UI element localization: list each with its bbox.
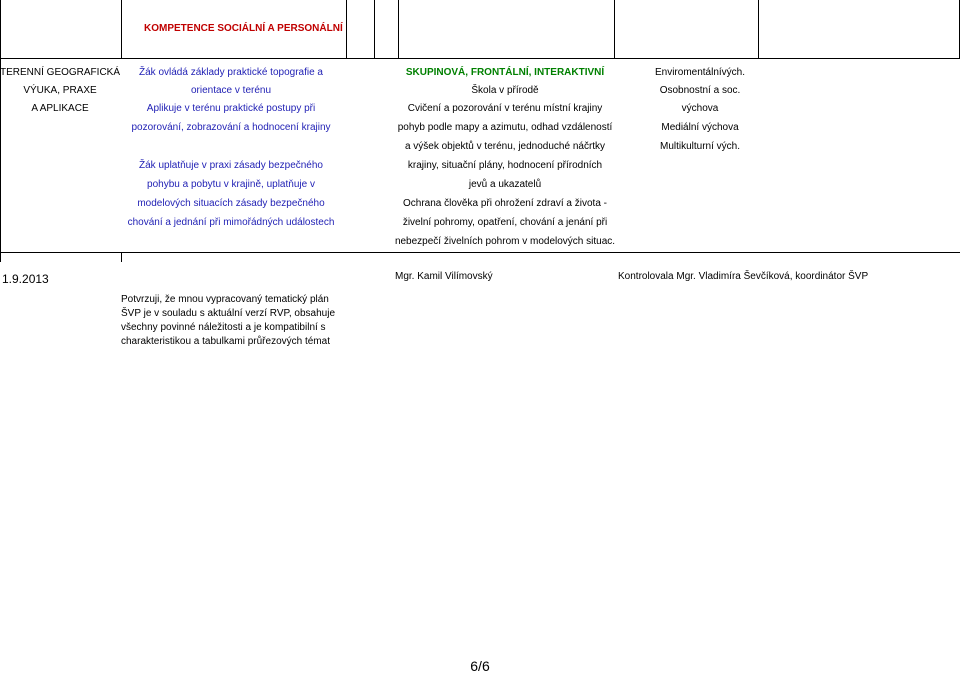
content-line: Ochrana člověka při ohrožení zdraví a života - [403, 198, 607, 209]
content-line: Škola v přírodě [471, 85, 539, 96]
content-line: nebezpečí živelních pohrom v modelových situac. [394, 236, 616, 247]
content-line: jevů a ukazatelů [468, 179, 542, 190]
footer-date: 1.9.2013 [2, 272, 49, 286]
crosscut-line: Osobnostní a soc. [659, 85, 741, 96]
grid-line [398, 0, 399, 58]
grid-line [614, 0, 615, 58]
content-line: živelní pohromy, opatření, chování a jenání při [402, 217, 608, 228]
grid-line [0, 252, 1, 262]
grid-line [374, 0, 375, 58]
footer-teacher: Mgr. Kamil Vilímovský [395, 271, 493, 282]
outcome-line: modelových situacích zásady bezpečného [137, 198, 325, 209]
grid-line [0, 252, 960, 253]
outcome-line: pozorování, zobrazování a hodnocení krajiny [131, 122, 331, 133]
confirmation-note: Potvrzuji, že mnou vypracovaný tematický plán ŠVP je v souladu s aktuální verzí RVP, obsahuje všechny povinné náležitosti a je kompatibilní s charakteristikou a tabulkami průřezových témat [121, 294, 336, 347]
crosscut-line: výchova [681, 103, 719, 114]
outcome-line: Aplikuje v terénu praktické postupy při [146, 103, 316, 114]
grid-line [121, 252, 122, 262]
grid-line [0, 0, 1, 253]
content-line: krajiny, situační plány, hodnocení přírodních [407, 160, 603, 171]
crosscut-line: Mediální výchova [661, 122, 739, 133]
grid-line [121, 0, 122, 58]
method-line: SKUPINOVÁ, FRONTÁLNÍ, INTERAKTIVNÍ [405, 67, 605, 78]
page-number: 6/6 [470, 658, 490, 674]
outcome-line: Žák uplatňuje v praxi zásady bezpečného [138, 160, 324, 171]
crosscut-line: Multikulturní vých. [659, 141, 741, 152]
content-line: pohyb podle mapy a azimutu, odhad vzdáleností [397, 122, 613, 133]
footer-checked-by: Kontrolovala Mgr. Vladimíra Ševčíková, koordinátor ŠVP [618, 271, 869, 282]
grid-line [758, 0, 759, 58]
topic-line: TERENNÍ GEOGRAFICKÁ [0, 67, 121, 78]
grid-line [346, 0, 347, 58]
crosscut-line: Enviromentálnívých. [654, 67, 746, 78]
outcome-line: pohybu a pobytu v krajině, uplatňuje v [147, 179, 315, 190]
outcome-line: orientace v terénu [190, 85, 272, 96]
topic-line: A APLIKACE [31, 103, 89, 114]
content-line: Cvičení a pozorování v terénu místní krajiny [407, 103, 603, 114]
content-line: a výšek objektů v terénu, jednoduché náčrtky [404, 141, 606, 152]
outcome-line: chování a jednání při mimořádných událostech [127, 217, 335, 228]
outcome-line: Žák ovládá základy praktické topografie a [139, 67, 323, 78]
topic-line: VÝUKA, PRAXE [23, 85, 97, 96]
grid-line [0, 58, 960, 59]
section-title: KOMPETENCE SOCIÁLNÍ A PERSONÁLNÍ [144, 23, 343, 34]
